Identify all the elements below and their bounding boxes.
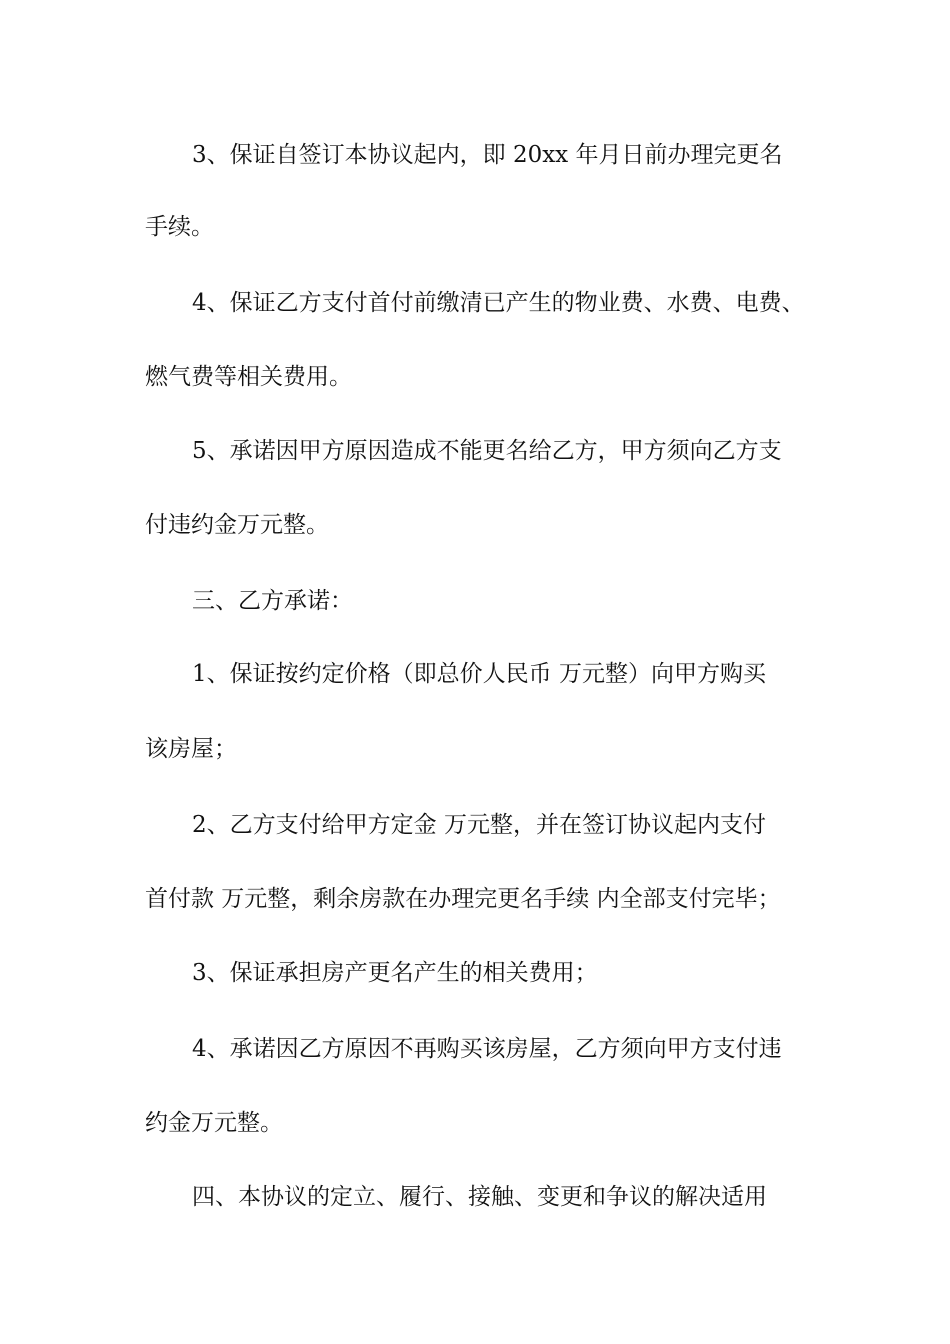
paragraph-line: 约金万元整。 <box>145 1110 283 1136</box>
paragraph-line: 4、保证乙方支付首付前缴清已产生的物业费、水费、电费、 <box>192 290 805 316</box>
paragraph-line: 该房屋； <box>145 736 237 762</box>
paragraph-line: 3、保证自签订本协议起内，即 20xx 年月日前办理完更名 <box>192 142 783 168</box>
paragraph-line: 燃气费等相关费用。 <box>145 364 352 390</box>
paragraph-line: 首付款 万元整，剩余房款在办理完更名手续 内全部支付完毕； <box>145 886 781 912</box>
paragraph-line: 3、保证承担房产更名产生的相关费用； <box>192 960 598 986</box>
paragraph-line: 1、保证按约定价格（即总价人民币 万元整）向甲方购买 <box>192 661 766 687</box>
section-heading: 四、本协议的定立、履行、接触、变更和争议的解决适用 <box>192 1184 767 1210</box>
section-heading: 三、乙方承诺： <box>192 588 353 614</box>
paragraph-line: 付违约金万元整。 <box>145 512 329 538</box>
paragraph-line: 手续。 <box>145 214 214 240</box>
paragraph-line: 4、承诺因乙方原因不再购买该房屋，乙方须向甲方支付违 <box>192 1036 782 1062</box>
paragraph-line: 2、乙方支付给甲方定金 万元整，并在签订协议起内支付 <box>192 812 766 838</box>
paragraph-line: 5、承诺因甲方原因造成不能更名给乙方，甲方须向乙方支 <box>192 438 782 464</box>
